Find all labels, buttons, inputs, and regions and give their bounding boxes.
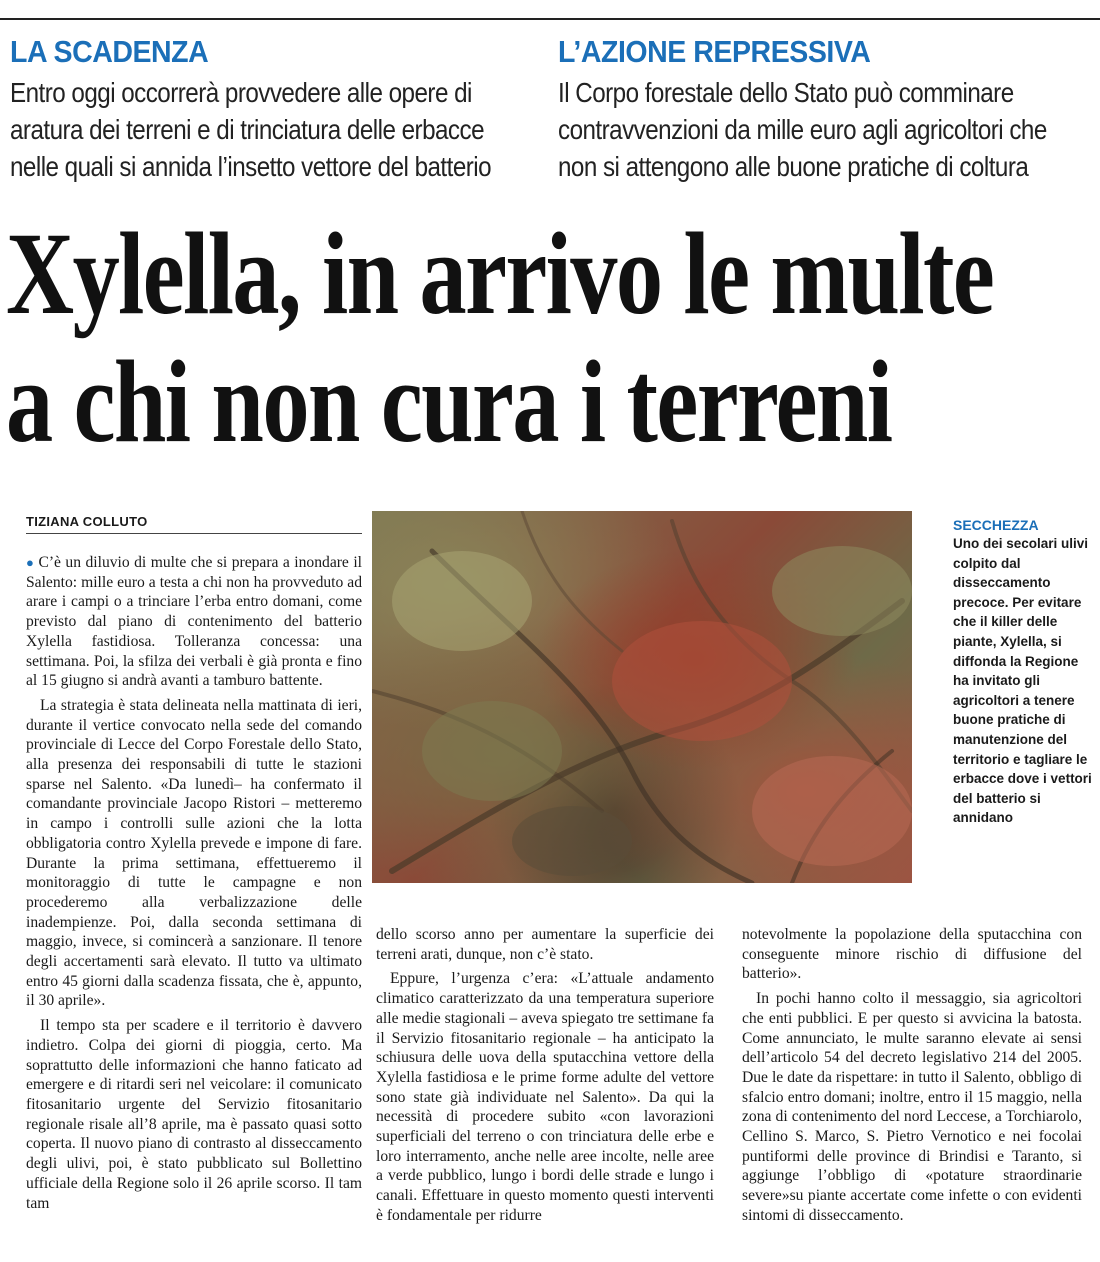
paragraph: Il tempo sta per scadere e il territorio è davvero indietro. Colpa dei giorni di pioggia, certo. Ma soprattutto delle informazioni che hanno faticato ad emergere e di ritardi seri nel veicolare: il comunicato fitosanitario urgente del Servizio fitosanitario regionale risale all’8 aprile, ma è passato quasi sotto coperta. Il nuovo piano di contrasto al disseccamento degli ulivi, poi, è stato pubblicato sul Bollettino ufficiale della Regione solo il 26 aprile scorso. Il tam tam [26,1017,362,1212]
kicker-repressive-text: Il Corpo forestale dello Stato può comminare contravvenzioni da mille euro agli agricoltori che non si attengono alle buone pratiche di coltura [558,77,1047,182]
photo-caption [953,516,1093,828]
article-column-1 [26,553,362,1218]
headline [6,210,1046,466]
caption-text: Uno dei secolari ulivi colpito dal disseccamento precoce. Per evitare che il killer delle piante, Xylella, si diffonda la Regione ha invitato gli agricoltori a tenere buone pratiche di manutenzione del territorio e tagliare le erbacce dove i vettori del batterio si annidano [953,536,1092,826]
paragraph: La strategia è stata delineata nella mattinata di ieri, durante il vertice convocato nella sede del comando provinciale di Lecce del Corpo Forestale dello Stato, alla presenza dei responsabili di tutte le stazioni sparse nel Salento. «Da lunedì– ha confermato il comandante provinciale Jacopo Ristori – metteremo in campo i controlli sulle azioni che la lotta obbligatoria contro Xylella prevede e impone di fare. Durante la prima settimana, effettueremo il monitoraggio di tutte le campagne e non procederemo alla verbalizzazione delle inadempienze. Poi, dalla seconda settimana di maggio, invece, si comincerà a sanzionare. Il tenore degli accertamenti sarà elevato. Il tutto va ultimato entro 45 giorni dalla scadenza fissata, che è, appunto, il 30 aprile». [26,696,362,1010]
byline: TIZIANA COLLUTO [26,514,362,534]
headline-line-2: a chi non cura i terreni [6,336,892,467]
top-rule [0,18,1100,20]
paragraph-text: C’è un diluvio di multe che si prepara a inondare il Salento: mille euro a testa a chi non ha provveduto ad arare i campi o a trinciare l’erba entro domani, come previsto dal piano di contenimento del batterio Xylella fastidiosa. Tolleranza concessa: una settimana. Poi, la sfilza dei verbali è già pronta e fino al 15 giugno si andrà avanti a tamburo battente. [26,554,362,690]
kicker-deadline [10,34,540,185]
olive-foliage-icon [372,511,912,883]
caption-kicker: SECCHEZZA [953,517,1039,533]
headline-line-1: Xylella, in arrivo le multe [6,208,994,339]
kicker-repressive-action [558,34,1098,185]
paragraph: dello scorso anno per aumentare la superficie dei terreni arati, dunque, non c’è stato. [376,926,714,963]
paragraph: Eppure, l’urgenza c’era: «L’attuale andamento climatico caratterizzato da una temperatura superiore alle medie stagionali – aveva spiegato tre settimane fa il Servizio fitosanitario regionale – ha anticipato la schiusura delle uova della sputacchina vettore della Xylella fastidiosa e le prime forme adulte del vettore sono state già individuate nel Salento». Da qui la necessità di procedere subito «con lavorazioni superficiali del terreno o con trinciatura delle erbe e loro interramento, anche nelle aree incolte, nelle aree a verde pubblico, lungo i bordi delle strade e lungo i canali. Effettuare in questo momento questi interventi è fondamentale per ridurre [376,970,714,1224]
paragraph [26,553,362,691]
paragraph: In pochi hanno colto il messaggio, sia agricoltori che enti pubblici. E per questo si avvicina la batosta. Come annunciato, le multe saranno elevate ai sensi dell’articolo 54 del decreto legislativo 214 del 2005. Due le date da rispettare: in tutto il Salento, obbligo di sfalcio entro domani; inoltre, entro il 15 maggio, nella zona di contenimento del nord Leccese, a Torchiarolo, Cellino S. Marco, S. Pietro Vernotico e nei focolai puntiformi delle province di Brindisi e Taranto, si aggiunge l’obbligo di «potature straordinarie severe»su piante accertate come infette o con evidenti sintomi di disseccamento. [742,990,1082,1224]
article-column-2 [376,925,714,1231]
kicker-deadline-text: Entro oggi occorrerà provvedere alle opere di aratura dei terreni e di trinciatura delle erbacce nelle quali si annida l’insetto vettore del batterio [10,77,492,182]
paragraph: notevolmente la popolazione della sputacchina con conseguente minore rischio di diffusione del batterio». [742,926,1082,983]
article-column-3 [742,925,1082,1231]
kicker-deadline-title: LA SCADENZA [10,34,209,69]
kicker-repressive-title: L’AZIONE REPRESSIVA [558,34,871,69]
bullet-icon: ● [26,555,35,570]
photo-olive-tree [372,511,912,883]
